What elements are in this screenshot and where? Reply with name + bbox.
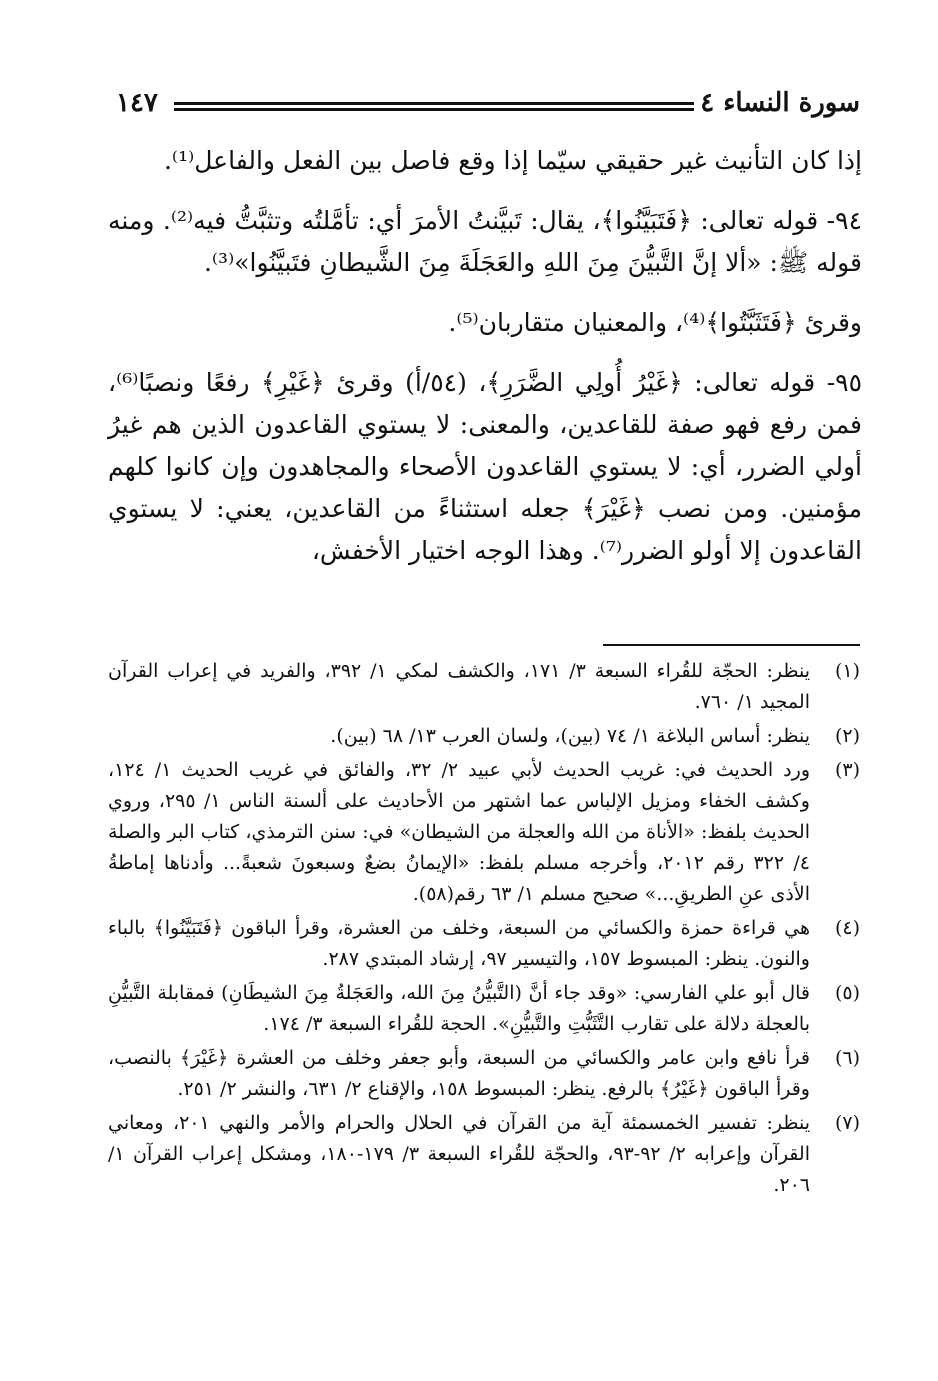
footnote-item — [108, 755, 860, 910]
footnote-item — [108, 978, 860, 1040]
page-header — [108, 78, 860, 136]
footnote-text: قرأ نافع وابن عامر والكسائي من السبعة، وأبو جعفر وخلف من العشرة ﴿غَيْرَ﴾ بالنصب، وقرأ الباقون ﴿غَيْرُ﴾ بالرفع. ينظر: المبسوط ١٥٨، والإقناع ٢/ ٦٣١، والنشر ٢/ ٢٥١. — [108, 1047, 810, 1100]
footnote-text: ينظر: الحجّة للقُراء السبعة ٣/ ١٧١، والكشف لمكي ١/ ٣٩٢، والفريد في إعراب القرآن المجيد ١/ ٧٦٠. — [108, 660, 810, 713]
footnote-number: (٥) — [834, 982, 860, 1004]
footnote-text: ينظر: تفسير الخمسمئة آية من القرآن في الحلال والحرام والأمر والنهي ٢٠١، ومعاني القرآن وإعرابه ٢/ ٩٢-٩٣، والحجّة للقُراء السبعة ٣/ ١٧٩-١٨٠، ومشكل إعراب القرآن ١/ ٢٠٦. — [108, 1112, 810, 1196]
main-text — [108, 140, 862, 572]
footnote-item — [108, 656, 860, 718]
footnote-item — [108, 721, 860, 752]
footnote-number: (٤) — [834, 917, 860, 939]
footnote-text: ينظر: أساس البلاغة ١/ ٧٤ (بين)، ولسان العرب ١٣/ ٦٨ (بين). — [330, 725, 810, 747]
footnote-text: ورد الحديث في: غريب الحديث لأبي عبيد ٢/ ٣٢، والفائق في غريب الحديث ١/ ١٢٤، وكشف الخفاء ومزيل الإلباس عما اشتهر من الأحاديث على ألسنة الناس ١/ ٢٩٥، وروي الحديث بلفظ: «الأناة من الله والعجلة من الشيطان» في: سنن الترمذي، كتاب البر والصلة ٤/ ٣٢٢ رقم ٢٠١٢، وأخرجه مسلم بلفظ: «الإيمانُ بضعٌ وسبعونَ شعبةً... وأدناها إماطةُ الأذى عنِ الطريقِ...» صحيح مسلم ١/ ٦٣ رقم(٥٨). — [108, 759, 810, 905]
footnote-text: قال أبو علي الفارسي: «وقد جاء أنَّ (التَّبيُّنُ مِنَ الله، والعَجَلةُ مِنَ الشيطَانِ) فمقابلة التَّبيُّنِ بالعجلة دلالة على تقارب التَّثَبُّتِ والتَّبيُّنِ». الحجة للقُراء السبعة ٣/ ١٧٤. — [108, 982, 810, 1035]
paragraph: إذا كان التأنيث غير حقيقي سيّما إذا وقع فاصل بين الفعل والفاعل⁽¹⁾. — [163, 146, 862, 175]
footnote-separator — [603, 644, 860, 646]
footnotes — [108, 656, 860, 1204]
footnote-number: (٦) — [834, 1047, 860, 1069]
footnote-number: (٧) — [834, 1112, 860, 1134]
paragraph: ٩٥- قوله تعالى: ﴿غَيْرُ أُولِي الضَّرَرِ﴾، (٥٤/أ) وقرئ ﴿غَيْرِ﴾ رفعًا ونصبًا⁽⁶⁾، فمن رفع فهو صفة للقاعدين، والمعنى: لا يستوي القاعدون الذين هم غيرُ أولي الضرر، أي: لا يستوي القاعدون الأصحاء والمجاهدون وإن كانوا كلهم مؤمنين. ومن نصب ﴿غَيْرَ﴾ جعله استثناءً من القاعدين، يعني: لا يستوي القاعدون إلا أولو الضرر⁽⁷⁾. وهذا الوجه اختيار الأخفش، — [108, 368, 863, 565]
footnote-item — [108, 1108, 860, 1201]
paragraph: ٩٤- قوله تعالى: ﴿فَتَبَيَّنُوا﴾، يقال: تَبيَّنتُ الأمرَ أي: تأمَّلتُه وتثبَّتُّ فيه⁽²⁾. ومنه قوله ﷺ: «ألا إنَّ التَّبيُّنَ مِنَ اللهِ والعَجَلَةَ مِنَ الشَّيطانِ فتَبيَّنُوا»⁽³⁾. — [108, 206, 862, 277]
footnote-item — [108, 1043, 860, 1105]
footnote-text: هي قراءة حمزة والكسائي من السبعة، وخلف من العشرة، وقرأ الباقون ﴿فَتَبَيَّنُوا﴾ بالباء والنون. ينظر: المبسوط ١٥٧، والتيسير ٩٧، إرشاد المبتدي ٢٨٧. — [108, 917, 810, 970]
paragraph: وقرئ ﴿فَتَثَبَّتُوا﴾⁽⁴⁾، والمعنيان متقاربان⁽⁵⁾. — [448, 308, 862, 337]
footnote-item — [108, 913, 860, 975]
footnote-number: (٢) — [834, 725, 860, 747]
surah-title: سورة النساء ٤ — [700, 88, 860, 118]
page-number: ١٤٧ — [116, 88, 158, 118]
footnote-number: (١) — [834, 660, 860, 682]
footnote-number: (٣) — [834, 759, 860, 781]
header-double-rule — [174, 102, 694, 111]
